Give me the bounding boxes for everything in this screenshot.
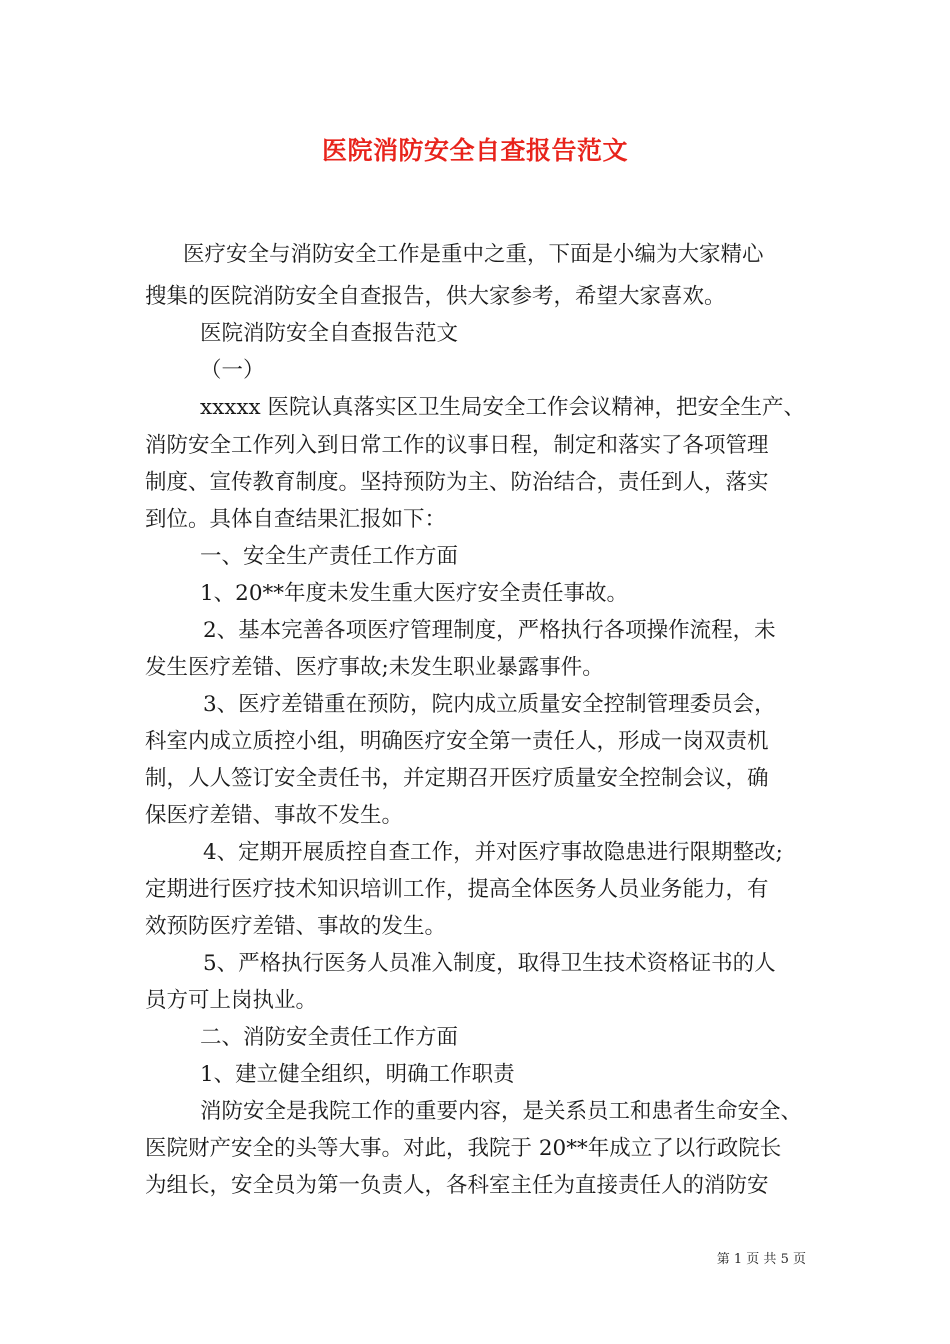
paragraph-line: 搜集的医院消防安全自查报告，供大家参考，希望大家喜欢。 [145, 284, 726, 309]
paragraph-line: 定期进行医疗技术知识培训工作，提高全体医务人员业务能力，有 [145, 877, 769, 902]
footer-page-number: 1 [733, 1252, 743, 1267]
paragraph-line: 消防安全工作列入到日常工作的议事日程，制定和落实了各项管理 [145, 433, 769, 458]
paragraph-line: 制，人人签订安全责任书，并定期召开医疗质量安全控制会议，确 [145, 766, 769, 791]
footer-suffix: 页 [792, 1252, 806, 1267]
paragraph-line: 员方可上岗执业。 [145, 988, 318, 1013]
paragraph-line: 二、消防安全责任工作方面 [200, 1025, 459, 1050]
paragraph-line: 保医疗差错、事故不发生。 [145, 803, 404, 828]
paragraph-line: 医疗安全与消防安全工作是重中之重，下面是小编为大家精心 [183, 242, 764, 267]
footer-prefix: 第 [716, 1252, 730, 1267]
footer-middle: 页 共 [746, 1252, 777, 1267]
paragraph-line: 3、医疗差错重在预防，院内成立质量安全控制管理委员会， [203, 692, 776, 717]
paragraph-line: 医院消防安全自查报告范文 [200, 321, 459, 346]
document-title: 医院消防安全自查报告范文 [321, 136, 628, 165]
paragraph-line: 为组长，安全员为第一负责人，各科室主任为直接责任人的消防安 [145, 1173, 769, 1198]
paragraph-line: 消防安全是我院工作的重要内容，是关系员工和患者生命安全、 [200, 1099, 803, 1124]
paragraph-line: xxxxx 医院认真落实区卫生局安全工作会议精神，把安全生产、 [200, 395, 805, 420]
paragraph-line: 科室内成立质控小组，明确医疗安全第一责任人，形成一岗双责机 [145, 729, 769, 754]
paragraph-line: 1、20**年度未发生重大医疗安全责任事故。 [200, 581, 629, 606]
paragraph-line: 5、严格执行医务人员准入制度，取得卫生技术资格证书的人 [203, 951, 776, 976]
paragraph-line: 4、定期开展质控自查工作，并对医疗事故隐患进行限期整改; [203, 840, 783, 865]
paragraph-line: 制度、宣传教育制度。坚持预防为主、防治结合，责任到人，落实 [145, 470, 769, 495]
paragraph-line: 一、安全生产责任工作方面 [200, 544, 459, 569]
paragraph-line: 医院财产安全的头等大事。对此，我院于 20**年成立了以行政院长 [145, 1136, 782, 1161]
paragraph-line: 1、建立健全组织，明确工作职责 [200, 1062, 515, 1087]
paragraph-line: 发生医疗差错、医疗事故;未发生职业暴露事件。 [145, 655, 604, 680]
footer-total-pages: 5 [780, 1252, 789, 1267]
page-footer [717, 1248, 806, 1267]
paragraph-line: 效预防医疗差错、事故的发生。 [145, 914, 447, 939]
paragraph-line: （一） [200, 358, 265, 383]
paragraph-line: 2、基本完善各项医疗管理制度，严格执行各项操作流程，未 [203, 618, 776, 643]
paragraph-line: 到位。具体自查结果汇报如下： [145, 507, 447, 532]
